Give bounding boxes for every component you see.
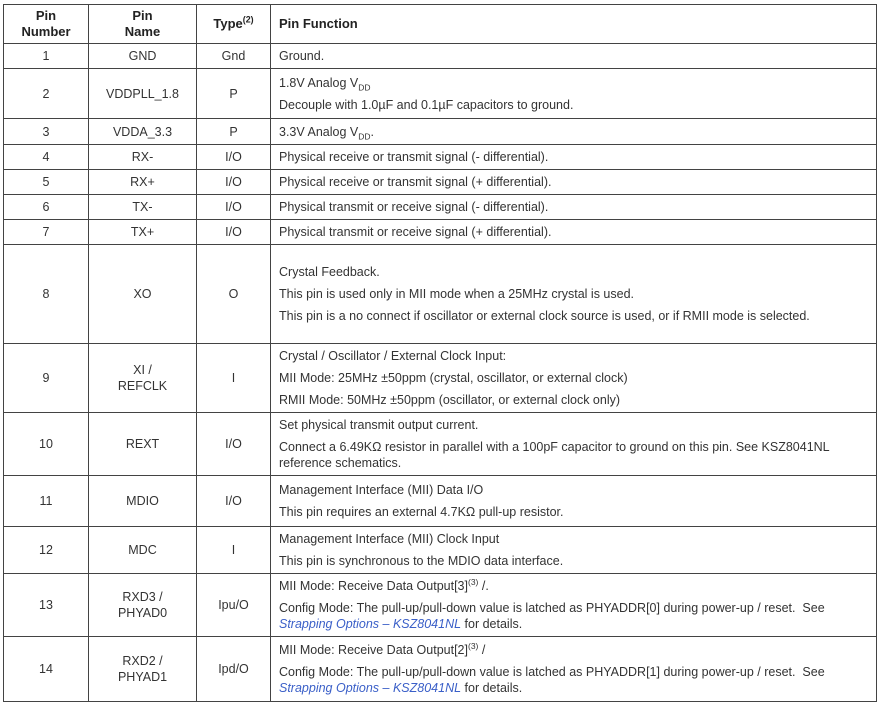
pin-number-cell: 14 [4,637,89,702]
header-pin-name [89,5,197,44]
function-paragraph [279,578,868,594]
strapping-options-link[interactable]: Strapping Options – KSZ8041NL [279,681,462,695]
header-row [4,5,877,44]
pin-number-cell: 5 [4,170,89,195]
pin-function-cell [271,119,877,145]
pin-function-cell [271,527,877,574]
function-paragraph [279,48,868,64]
pin-number-cell: 7 [4,220,89,245]
pin-function-cell [271,413,877,476]
function-text: Connect a 6.49KΩ resistor in parallel with a 100pF capacitor to ground on this pin. See KSZ8041NL reference schematics. [279,440,830,470]
pin-function-cell [271,145,877,170]
pin-type-cell: I/O [197,220,271,245]
pin-type-cell: P [197,119,271,145]
pin-type-cell: O [197,245,271,344]
pin-function-cell [271,344,877,413]
pin-type-cell: I [197,344,271,413]
header-line: Name [124,24,161,39]
pin-function-cell [271,220,877,245]
header-pin-number [4,5,89,44]
function-text: Crystal Feedback. [279,265,380,279]
function-text: 1.8V Analog V [279,75,359,90]
pin-type-cell: Gnd [197,44,271,69]
subscript-text: DD [358,82,371,92]
function-text: for details. [461,681,523,695]
function-paragraph [279,482,868,498]
pin-type-cell: I/O [197,195,271,220]
function-paragraph [279,97,868,113]
header-type-label: Type [213,16,243,31]
function-paragraph [279,286,868,302]
header-pin-function [271,5,877,44]
pin-number-cell: 13 [4,574,89,637]
function-text: for details. [461,617,523,631]
table-row [4,527,877,574]
function-text: This pin is used only in MII mode when a 25MHz crystal is used. [279,287,635,301]
function-text: This pin is synchronous to the MDIO data interface. [279,554,564,568]
pin-number-cell: 9 [4,344,89,413]
pin-function-cell [271,170,877,195]
function-text: Management Interface (MII) Clock Input [279,532,500,546]
footnote-superscript: (3) [467,576,479,587]
pin-number-cell: 12 [4,527,89,574]
pin-function-cell [271,574,877,637]
function-paragraph [279,553,868,569]
function-paragraph [279,531,868,547]
table-header [4,5,877,44]
pin-name-cell: MDC [89,527,197,574]
pin-description-table [3,4,877,702]
header-type-footnote: (2) [242,14,254,25]
pin-type-cell: I/O [197,170,271,195]
function-paragraph [279,224,868,240]
pin-name-cell: MDIO [89,476,197,527]
header-type [197,5,271,44]
function-paragraph [279,370,868,386]
function-text: This pin requires an external 4.7KΩ pull-up resistor. [279,505,564,519]
function-text: Crystal / Oscillator / External Clock Input: [279,349,507,363]
function-text: MII Mode: 25MHz ±50ppm (crystal, oscillator, or external clock) [279,371,628,385]
function-paragraph [279,174,868,190]
function-text: Physical transmit or receive signal (- differential). [279,200,549,214]
table-row [4,170,877,195]
pin-type-cell: Ipd/O [197,637,271,702]
function-text: /. [478,579,489,593]
table-row [4,344,877,413]
function-text: Ground. [279,49,325,63]
table-row [4,119,877,145]
pin-function-cell [271,44,877,69]
function-paragraph [279,664,868,696]
pin-type-cell: I/O [197,145,271,170]
function-paragraph [279,417,868,433]
table-row [4,413,877,476]
strapping-options-link[interactable]: Strapping Options – KSZ8041NL [279,617,462,631]
pin-type-cell: P [197,69,271,119]
pin-function-cell [271,476,877,527]
pin-name-cell: GND [89,44,197,69]
table-row [4,145,877,170]
table-row [4,69,877,119]
pin-name-cell: REXT [89,413,197,476]
pin-name-cell: TX+ [89,220,197,245]
table-row [4,476,877,527]
pin-number-cell: 10 [4,413,89,476]
function-text: Config Mode: The pull-up/pull-down value is latched as PHYADDR[1] during power-up / reset. See [279,665,825,679]
function-paragraph [279,264,868,280]
function-text: MII Mode: Receive Data Output[2] [279,643,468,657]
function-paragraph [279,392,868,408]
function-text: Physical transmit or receive signal (+ differential). [279,225,552,239]
function-paragraph [279,439,868,471]
function-paragraph [279,642,868,658]
function-paragraph [279,308,868,324]
pin-name-cell: RX- [89,145,197,170]
function-text: This pin is a no connect if oscillator or external clock source is used, or if RMII mode is selected. [279,309,810,323]
function-text: Set physical transmit output current. [279,418,479,432]
pin-name-cell: RXD3 / PHYAD0 [89,574,197,637]
pin-type-cell: Ipu/O [197,574,271,637]
function-text: . [370,124,374,139]
pin-name-cell: VDDPLL_1.8 [89,69,197,119]
table-row [4,44,877,69]
header-line: Pin [35,8,57,23]
table-row [4,220,877,245]
pin-function-cell [271,637,877,702]
function-text: / [478,643,486,657]
function-paragraph [279,199,868,215]
pin-type-cell: I/O [197,413,271,476]
pin-number-cell: 3 [4,119,89,145]
function-paragraph [279,600,868,632]
pin-name-cell: RX+ [89,170,197,195]
function-text: Config Mode: The pull-up/pull-down value is latched as PHYADDR[0] during power-up / reset. See [279,601,825,615]
function-paragraph [279,504,868,520]
pin-type-cell: I [197,527,271,574]
pin-table-body [4,44,877,702]
pin-name-cell: XI / REFCLK [89,344,197,413]
function-paragraph [279,75,868,91]
pin-function-cell [271,245,877,344]
pin-function-cell [271,195,877,220]
pin-number-cell: 1 [4,44,89,69]
table-row [4,245,877,344]
pin-number-cell: 11 [4,476,89,527]
function-text: Decouple with 1.0µF and 0.1µF capacitors to ground. [279,97,574,112]
pin-number-cell: 6 [4,195,89,220]
subscript-text: DD [358,131,371,141]
function-text: Management Interface (MII) Data I/O [279,483,484,497]
pin-number-cell: 8 [4,245,89,344]
pin-name-cell: RXD2 / PHYAD1 [89,637,197,702]
table-row [4,574,877,637]
pin-number-cell: 4 [4,145,89,170]
header-pin-function-label: Pin Function [279,16,358,31]
function-paragraph [279,149,868,165]
pin-type-cell: I/O [197,476,271,527]
pin-number-cell: 2 [4,69,89,119]
pin-name-cell: TX- [89,195,197,220]
pin-name-cell: XO [89,245,197,344]
pin-name-cell: VDDA_3.3 [89,119,197,145]
function-text: MII Mode: Receive Data Output[3] [279,579,468,593]
table-row [4,195,877,220]
footnote-superscript: (3) [467,640,479,651]
function-text: Physical receive or transmit signal (- differential). [279,150,549,164]
pin-function-cell [271,69,877,119]
function-paragraph [279,124,868,140]
table-row [4,637,877,702]
function-text: 3.3V Analog V [279,124,359,139]
function-text: RMII Mode: 50MHz ±50ppm (oscillator, or external clock only) [279,393,621,407]
header-line: Number [21,24,71,39]
function-text: Physical receive or transmit signal (+ differential). [279,175,552,189]
function-paragraph [279,348,868,364]
header-line: Pin [132,8,153,23]
